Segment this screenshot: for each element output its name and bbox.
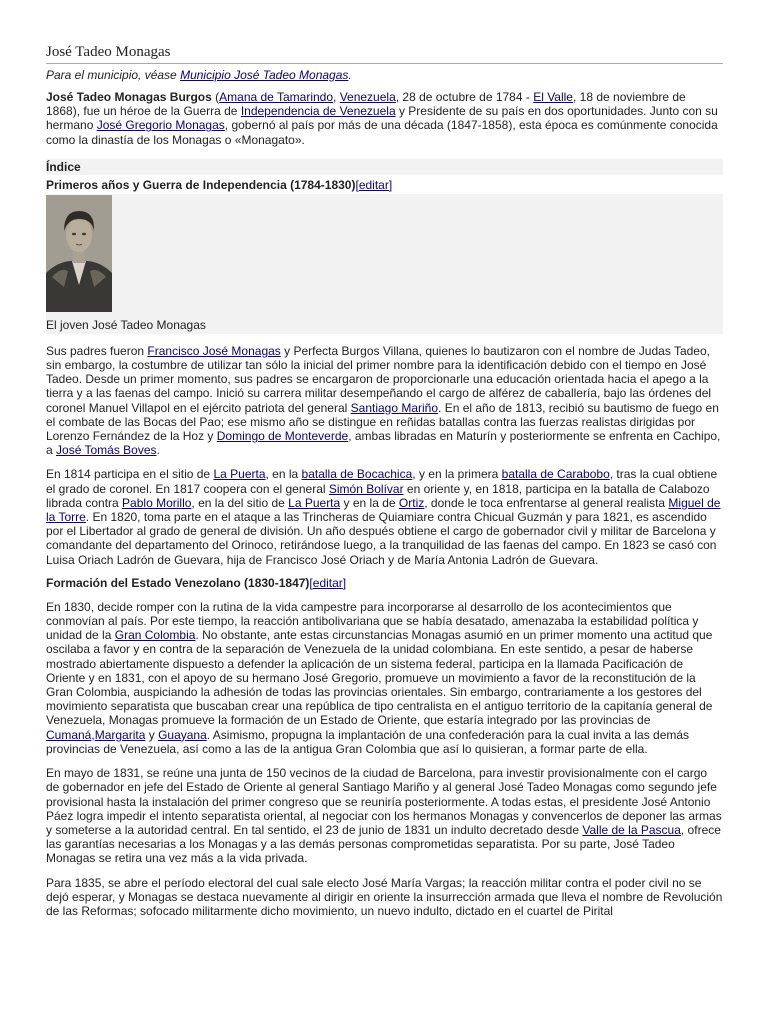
portrait-image[interactable] [46,195,112,312]
link-carabobo[interactable]: batalla de Carabobo [501,467,610,482]
link-boves[interactable]: José Tomás Boves [56,443,157,458]
link-francisco-jose[interactable]: Francisco José Monagas [147,343,281,358]
link-amana[interactable]: Amana de Tamarindo [219,90,334,104]
section-heading-formacion: Formación del Estado Venezolano (1830-1847)[editar] [46,575,347,590]
lead-paragraph: José Tadeo Monagas Burgos (Amana de Tamarindo, Venezuela, 28 de octubre de 1784 - El Valle, 18 de noviembre de 1868), fue un héroe de la Guerra de Independencia de Venezuela y Presidente de su país en dos oportunidades. Junto con su hermano José Gregorio Monagas, gobernó al país por más de una década (1847-1858), esta época es comúnmente conocida como la dinastía de los Monagas o «Monagato». [46,90,718,147]
section-heading-primeros-anos: Primeros años y Guerra de Independencia (1784-1830)[editar] [46,177,393,192]
link-pablo-morillo[interactable]: Pablo Morillo [122,495,192,510]
paragraph-1831: En mayo de 1831, se reúne una junta de 150 vecinos de la ciudad de Barcelona, para investir provisionalmente con el cargo de gobernador en jefe del Estado de Oriente al general Santiago Mariño y al general José Tadeo Monagas como segundo jefe provisional hasta la instalación del primer congreso que se reuniría posteriormente. A todas estas, el presidente José Antonio Páez logra impedir el intento separatista oriental, al negociar con los hermanos Monagas y convencerlos de deponer las armas y someterse a la autoridad central. En tal sentido, el 23 de junio de 1831 un indulto decretado desde Valle de la Pascua, ofrece las garantías necesarias a los Monagas y a las demás personas comprometidas separatista. Por su parte, José Tadeo Monagas se retira una vez más a la vida privada. [46,766,722,866]
link-gran-colombia[interactable]: Gran Colombia [114,628,196,643]
link-miguel-de-la-torre[interactable]: Miguel de la Torre [46,495,721,525]
link-margarita[interactable]: Margarita [94,727,146,742]
paragraph-1835: Para 1835, se abre el período electoral del cual sale electo José María Vargas; la reacción militar contra el poder civil no se dejó esperar, y Monagas se destaca nuevamente al dirigir en oriente la insurrección armada que lleva el nombre de Revolución de las Reformas; sofocado militarmente dicho movimiento, un nuevo indulto, dictado en el cuartel de Pirital [46,875,723,918]
page-title: José Tadeo Monagas [46,43,723,64]
edit-link-wrapper: [editar] [355,177,393,192]
edit-section-2-link[interactable]: editar [312,575,343,590]
link-santiago-marino[interactable]: Santiago Mariño [350,400,439,415]
link-bocachica[interactable]: batalla de Bocachica [301,467,413,482]
link-municipio[interactable]: Municipio José Tadeo Monagas [180,68,349,82]
link-independencia[interactable]: Independencia de Venezuela [240,104,396,119]
link-venezuela[interactable]: Venezuela [339,90,396,104]
link-ortiz[interactable]: Ortiz [398,495,425,510]
table-of-contents-label[interactable]: Índice [46,159,723,175]
edit-link-wrapper: [editar] [309,575,347,590]
link-el-valle[interactable]: El Valle [533,90,573,104]
article [46,0,723,918]
subject-name: José Tadeo Monagas Burgos [46,90,212,104]
link-la-puerta[interactable]: La Puerta [213,467,266,482]
link-jose-gregorio[interactable]: José Gregorio Monagas [96,118,225,133]
figure-box [46,194,723,334]
edit-section-1-link[interactable]: editar [358,177,389,192]
link-guayana[interactable]: Guayana [158,727,207,742]
paragraph-origins: Sus padres fueron Francisco José Monagas y Perfecta Burgos Villana, quienes lo bautizaron con el nombre de Judas Tadeo, sin embargo, la costumbre de utilizar tan sólo la inicial del primer nombre para la identificación debido con el tiempo en José Tadeo. Desde un primer momento, sus padres se encargaron de proporcionarle una educación orientada hacia el apego a la tierra y a las faenas del campo. Inició su carrera militar desempeñando el cargo de alférez de caballería, bajo las órdenes del coronel Manuel Villapol en el ejército patriota del general Santiago Mariño. En el año de 1813, recibió su bautismo de fuego en el combate de las Bocas del Pao; ese mismo año se distingue en reñidas batallas contra las fuerzas realistas dirigidas por Lorenzo Fernández de la Hoz y Domingo de Monteverde, ambas libradas en Maturín y posteriormente se enfrenta en Cachipo, a José Tomás Boves. [46,343,721,458]
paragraph-1814: En 1814 participa en el sitio de La Puerta, en la batalla de Bocachica, y en la primera batalla de Carabobo, tras la cual obtiene el grado de coronel. En 1817 coopera con el general Simón Bolívar en oriente y, en 1818, participa en la batalla de Calabozo librada contra Pablo Morillo, en la del sitio de La Puerta y en la de Ortiz, donde le toca enfrentarse al general realista Miguel de la Torre. En 1820, toma parte en el ataque a las Trincheras de Quiamiare contra Chicual Guzmán y para 1821, es ascendido por el Libertador al grado de general de división. Un año después obtiene el cargo de gobernador civil y militar de Barcelona y comandante del departamento del Orinoco, retirándose luego, a la tranquilidad de las faenas del campo. En 1823 se casó con Luisa Oriach Ladrón de Guevara, hija de Francisco José Oriach y de María Antonia Ladrón de Guevara. [46,467,721,567]
paragraph-1830: En 1830, decide romper con la rutina de la vida campestre para incorporarse al desarrollo de los acontecimientos que conmovían al país. Por este tiempo, la reacción antibolivariana que se había desatado, amenazaba la estabilidad política y unidad de la Gran Colombia. No obstante, ante estas circunstancias Monagas asumió en un primer momento una actitud que oscilaba a favor y en contra de la separación de Venezuela de la unidad colombiana. En este sentido, a pesar de haberse mostrado abiertamente dispuesto a defender la aplicación de un sistema federal, participa en la llamada Pacificación de Oriente y en 1831, con el apoyo de su hermano José Gregorio, promueve un movimiento a favor de la reconstitución de la Gran Colombia, auspiciando la adhesión de todas las provincias orientales. Sin embargo, contrariamente a los gestores del movimiento separatista que buscaban crear una república de tipo centralista en el antiguo territorio de la capitanía general de Venezuela, Monagas promueve la formación de un Estado de Oriente, que estaría integrado por las provincias de Cumaná,Margarita y Guayana. Asimismo, propugna la implantación de una confederación para la cual invita a las demás provincias de Venezuela, así como a las de la antigua Gran Colombia que así lo quisieran, a formar parte de ella. [46,599,713,756]
link-valle-de-la-pascua[interactable]: Valle de la Pascua [582,822,681,837]
hatnote: Para el municipio, véase Municipio José Tadeo Monagas. [46,68,352,82]
link-monteverde[interactable]: Domingo de Monteverde [216,429,349,444]
link-simon-bolivar[interactable]: Simón Bolívar [328,481,404,496]
link-la-puerta-2[interactable]: La Puerta [288,495,341,510]
figure-caption: El joven José Tadeo Monagas [46,317,206,332]
link-cumana[interactable]: Cumaná [46,727,92,742]
